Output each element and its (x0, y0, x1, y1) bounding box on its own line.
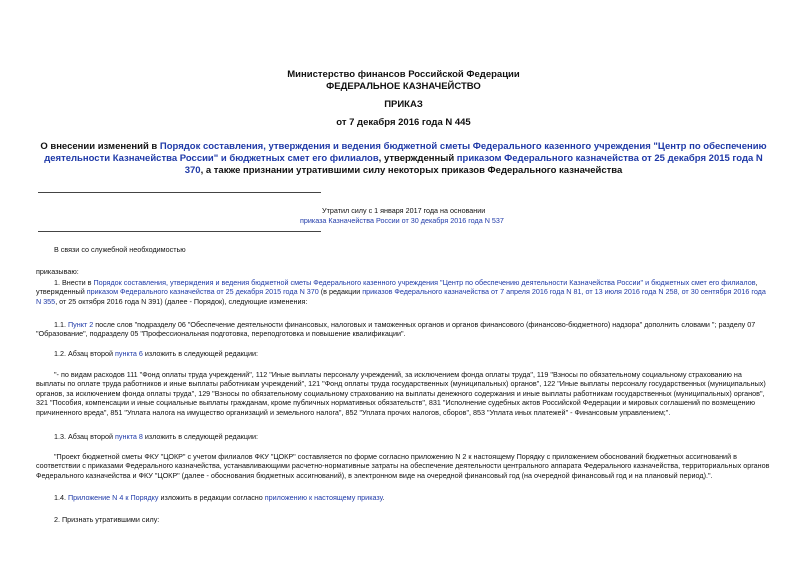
divider-bottom (38, 231, 321, 232)
quote-paragraph-2: "Проект бюджетной сметы ФКУ "ЦОКР" с учетом филиалов ФКУ "ЦОКР" составляется по форме согласно приложению N 2 к настоящему Порядку с приложением обоснований бюджетных ассигнований в соответствии с приказами Федерального казначейства, устанавливающими расчетно-нормативные затраты на обеспечение деятельности центрального аппарата Федерального казначейства, территориальных органов Федерального казначейства и ФКУ "ЦОКР" (далее - обоснования бюджетных ассигнований), в электронном виде на очередной финансовый год (на очередной финансовый год и на плановый период).". (36, 452, 770, 480)
p14-text-c: . (382, 493, 385, 502)
paragraph-1-2 (54, 349, 258, 358)
title-link-order-370[interactable]: приказом Федерального казначейства от 25 декабря 2015 года N 370 (184, 153, 763, 176)
ministry-name: Министерство финансов Российской Федерации (287, 69, 520, 80)
p14-text-a: 1.4. (54, 493, 68, 502)
p1-text-d: , от 25 октября 2016 года N 391) (далее - Порядок), следующие изменения: (55, 296, 308, 306)
p14-link-appendix-4[interactable]: Приложение N 4 к Порядку (68, 493, 159, 502)
status-note-link[interactable]: приказа Казначейства России от 30 декабря 2016 года N 537 (300, 216, 504, 225)
p1-text-b: , утвержденный (36, 278, 758, 297)
title-text-3: , а также признании утратившими силу некоторых приказов Федерального казначейства (200, 165, 623, 176)
paragraph-1-4 (54, 493, 385, 502)
divider-top (38, 192, 321, 193)
p14-link-appendix-order[interactable]: приложению к настоящему приказу (264, 493, 383, 502)
p1-link-procedure[interactable]: Порядок составления, утверждения и ведения бюджетной сметы Федерального казенного учреждения "Центр по обеспечению деятельности Казначейства России" и бюджетных смет его филиалов (93, 278, 756, 287)
p12-text-a: 1.2. Абзац второй (54, 349, 116, 358)
paragraph-1-3 (54, 432, 258, 441)
p13-text-a: 1.3. Абзац второй (54, 432, 116, 441)
p12-text-b: изложить в следующей редакции: (142, 349, 258, 358)
p13-link-point-8[interactable]: пункта 8 (115, 432, 143, 441)
status-note-line1: Утратил силу с 1 января 2017 года на основании (322, 206, 486, 215)
p1-link-order-370[interactable]: приказом Федерального казначейства от 25 декабря 2015 года N 370 (86, 287, 319, 297)
paragraph-2: 2. Признать утратившими силу: (54, 515, 160, 524)
p1-link-orders[interactable]: приказов Федерального казначейства от 7 апреля 2016 года N 81, от 13 июля 2016 года N 258, от 30 сентября 2016 года N 355 (36, 287, 766, 306)
quote-paragraph-1: "- по видам расходов 111 "Фонд оплаты труда учреждений", 112 "Иные выплаты персоналу учреждений, за исключением фонда оплаты труда", 119 "Взносы по обязательному социальному страхованию на выплаты по оплате труда работников и иные выплаты работникам учреждений", 121 "Фонд оплаты труда государственных (муниципальных) органов", 122 "Иные выплаты персоналу государственных (муниципальных) органов, за исключением фонда оплаты труда", 129 "Взносы по обязательному социальному страхованию на выплаты денежного содержания и иные выплаты работникам государственных (муниципальных) органов", 321 "Пособия, компенсации и иные социальные выплаты гражданам, кроме публичных нормативных обязательств", 831 "Исполнение судебных актов Российской Федерации и мировых соглашений по возмещению причиненного вреда", 851 "Уплата налога на имущество организаций и земельного налога", 852 "Уплата прочих налогов, сборов", 853 "Уплата иных платежей" - Финансовым управлением;". (36, 370, 766, 417)
intro-text: В связи со служебной необходимостью (54, 245, 186, 254)
document-title (40, 141, 767, 177)
title-text-1: О внесении изменений в (40, 141, 160, 152)
order-word: приказываю: (36, 267, 79, 276)
paragraph-1-1 (36, 320, 771, 339)
p11-text-b: после слов "подразделу 06 "Обеспечение деятельности финансовых, налоговых и таможенных органов и органов финансового (финансово-бюджетного) надзора" дополнить словами "; разделу 07 "Образование", подразделу 05 "Профессиональная подготовка, переподготовка и повышение квалификации". (36, 320, 756, 339)
title-text-2: , утвержденный (378, 153, 457, 164)
p12-link-point-6[interactable]: пункта 6 (115, 349, 143, 358)
agency-name: ФЕДЕРАЛЬНОЕ КАЗНАЧЕЙСТВО (326, 81, 481, 92)
p14-text-b: изложить в редакции согласно (158, 493, 265, 502)
p11-link-point-2[interactable]: Пункт 2 (68, 320, 94, 329)
p13-text-b: изложить в следующей редакции: (142, 432, 258, 441)
document-date-number: от 7 декабря 2016 года N 445 (336, 117, 471, 128)
p1-text-a: 1. Внести в (54, 278, 94, 287)
paragraph-1 (36, 278, 771, 306)
p11-text-a: 1.1. (54, 320, 68, 329)
title-link-procedure[interactable]: Порядок составления, утверждения и ведения бюджетной сметы Федерального казенного учреждения "Центр по обеспечению деятельности Казначейства России" и бюджетных смет его филиалов (44, 141, 767, 164)
document-type: ПРИКАЗ (384, 99, 423, 110)
p1-text-c: (в редакции (318, 287, 363, 297)
